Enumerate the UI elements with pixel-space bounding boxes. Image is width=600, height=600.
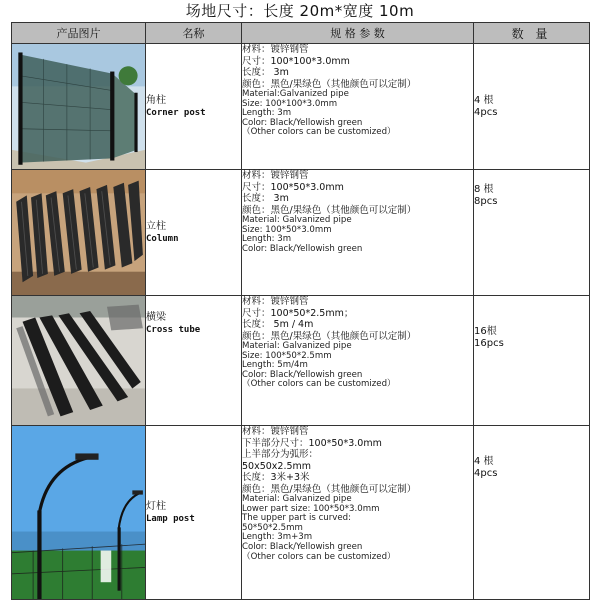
qty-cn: 8 根 [474,184,494,195]
spec-en-line: Size: 100*50*2.5mm [242,350,332,361]
header-qty: 数 量 [474,23,590,44]
product-image-cross-tube [12,296,146,426]
spec-en-line: Length: 3m [242,108,292,119]
spec-column [242,170,474,296]
spec-en-line: Material: Galvanized pipe [242,341,352,351]
table-row [12,44,590,170]
spec-lamp-post [242,426,474,600]
fence-corner-photo-icon [12,44,145,169]
spec-cn-line: 尺寸：100*50*3.0mm [242,181,344,193]
qty-en: 16pcs [474,338,504,349]
stacked-posts-photo-icon [12,170,145,295]
spec-en-line: （Other colors can be customized） [242,551,396,562]
spec-cn-line: 材料：镀锌钢管 [242,296,309,307]
spec-cn-line: 长度：3米+3米 [242,472,310,483]
product-image-column [12,170,146,296]
name-cn: 立柱 [146,220,166,232]
spec-en-line: Color: Black/Yellowish green [242,369,363,380]
spec-cn-line: 材料：镀锌钢管 [242,44,309,55]
product-image-corner-post [12,44,146,170]
qty-en: 4pcs [474,468,498,479]
header-spec: 规 格 参 数 [242,23,474,44]
name-en: Corner post [146,107,206,118]
qty-column [474,170,590,296]
product-image-lamp-post [12,426,146,600]
spec-cn-line: 上半部分为弧形： [242,449,319,460]
name-lamp-post [146,426,242,600]
header-image: 产品图片 [12,23,146,44]
spec-en-line: Size: 100*50*3.0mm [242,224,332,235]
qty-en: 4pcs [474,106,498,118]
spec-cn-line: 颜色：黑色/果绿色（其他颜色可以定制） [242,330,417,342]
spec-cn-line: 材料：镀锌钢管 [242,426,309,437]
qty-cn: 4 根 [474,94,494,106]
name-cross-tube [146,296,242,426]
header-name: 名称 [146,23,242,44]
table-row [12,426,590,600]
spec-cn-line: 颜色：黑色/果绿色（其他颜色可以定制） [242,204,417,216]
name-column [146,170,242,296]
qty-cn: 16根 [474,326,497,337]
spec-en-line: Color: Black/Yellowish green [242,541,363,552]
qty-corner-post [474,44,590,170]
name-corner-post [146,44,242,170]
qty-en: 8pcs [474,196,498,207]
page-title: 场地尺寸：长度 20m*宽度 10m [185,2,415,20]
spec-en-line: Size: 100*100*3.0mm [242,98,338,109]
spec-en-line: Length: 3m [242,234,292,245]
spec-en-line: （Other colors can be customized） [242,379,396,390]
spec-cn-line: 材料：镀锌钢管 [242,170,309,181]
spec-cn-line: 尺寸：100*50*2.5mm； [242,307,354,319]
spec-en-line: Color: Black/Yellowish green [242,117,363,128]
spec-cn-line: 颜色：黑色/果绿色（其他颜色可以定制） [242,78,417,90]
name-en: Lamp post [146,513,195,524]
name-cn: 角柱 [146,94,166,106]
spec-en-line: Material: Galvanized pipe [242,494,352,504]
name-cn: 灯柱 [146,500,166,512]
table-row [12,296,590,426]
spec-en-line: The upper part is curved: [242,513,352,524]
spec-cn-line: 长度： 3m [242,193,289,204]
spec-en-line: Length: 5m/4m [242,360,308,371]
spec-table [11,22,590,600]
spec-corner-post [242,44,474,170]
spec-en-line: Color: Black/Yellowish green [242,243,363,254]
spec-en-line: 50*50*2.5mm [242,522,303,533]
name-cn: 横梁 [146,312,166,323]
spec-cn-line: 尺寸：100*100*3.0mm [242,55,350,67]
spec-cn-line: 50x50x2.5mm [242,460,312,472]
name-en: Cross tube [146,325,201,335]
table-row [12,170,590,296]
spec-en-line: Material:Galvanized pipe [242,89,349,99]
spec-cn-line: 长度： 3m [242,67,289,78]
spec-en-line: Length: 3m+3m [242,532,313,543]
spec-en-line: Material: Galvanized pipe [242,215,352,225]
cross-tubes-photo-icon [12,296,145,425]
spec-cn-line: 长度： 5m / 4m [242,319,314,330]
spec-en-line: Lower part size: 100*50*3.0mm [242,503,380,514]
qty-lamp-post [474,426,590,600]
name-en: Column [146,233,179,244]
lamp-post-photo-icon [12,426,145,599]
qty-cross-tube [474,296,590,426]
spec-cn-line: 下半部分尺寸：100*50*3.0mm [242,437,382,449]
spec-cn-line: 颜色：黑色/果绿色（其他颜色可以定制） [242,483,417,495]
spec-en-line: （Other colors can be customized） [242,127,396,138]
qty-cn: 4 根 [474,456,494,467]
spec-cross-tube [242,296,474,426]
table-header-row [12,23,590,44]
